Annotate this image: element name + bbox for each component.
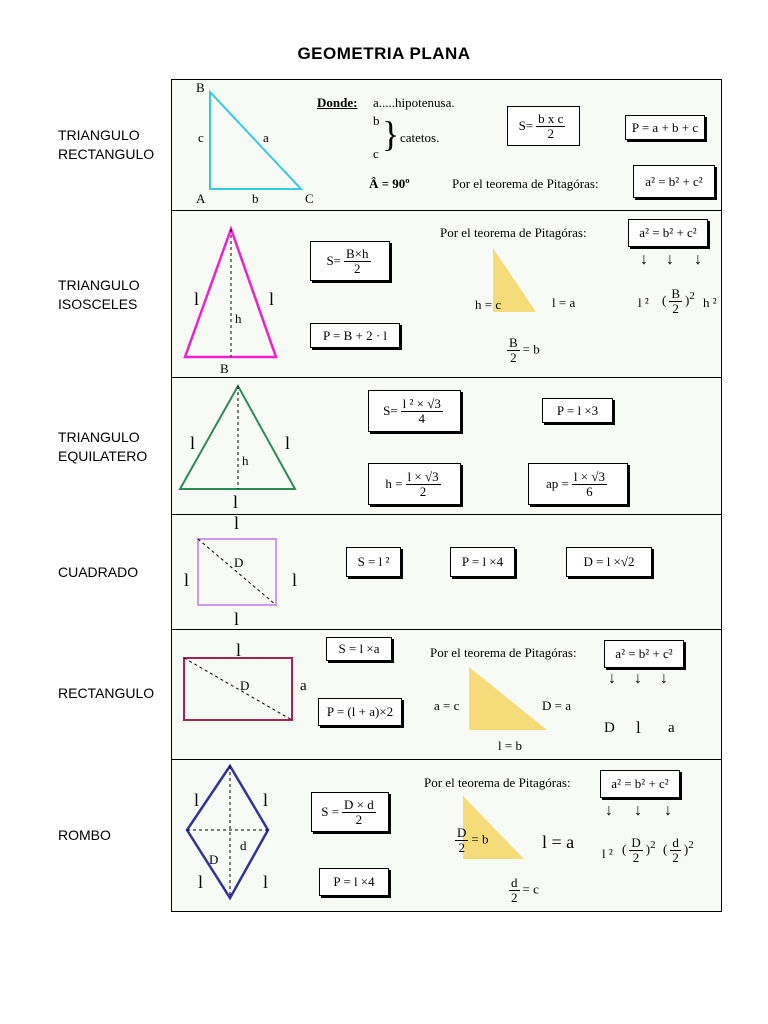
area-formula: S= $\frac{\text{l ² × √3}}{4}$ <box>368 390 461 432</box>
arrow-down-icon: ↓ <box>640 251 648 268</box>
sub-l-squared: l ² <box>602 846 613 861</box>
area-formula: S= $\frac{B\times h}{2}$ <box>310 241 390 281</box>
vertex-c: C <box>305 191 314 206</box>
pitagoras-text: Por el teorema de Pitagóras: <box>430 645 577 660</box>
catetos-text: catetos. <box>400 130 440 145</box>
area-formula: S = l ×a <box>326 637 392 661</box>
side-l-bottom-left: l <box>198 872 204 892</box>
l-equals-a: l = a <box>552 295 576 310</box>
arrow-down-icon: ↓ <box>634 670 642 687</box>
side-a-right: a <box>300 678 307 694</box>
pitagoras-formula: a² = b² + c² <box>604 640 684 668</box>
page-title: GEOMETRIA PLANA <box>297 44 471 63</box>
row-rombo <box>171 759 722 912</box>
label-triangulo-rectangulo: TRIANGULO RECTANGULO <box>58 127 155 162</box>
side-l-left: l <box>184 570 190 590</box>
sub-b-half: ( $\frac{B}{2}$ )$^2$ <box>662 286 695 316</box>
side-l-bottom: l <box>234 609 240 629</box>
diagonal-small-d: d <box>240 838 247 853</box>
area-formula: S = $\frac{D \times d}{2}$ <box>311 792 389 832</box>
pitagoras-formula: a² = b² + c² <box>628 219 708 247</box>
perimeter-formula: P = l ×4 <box>450 547 515 577</box>
diagonal-formula: D = l ×√2 <box>566 547 652 577</box>
brace-glyph: } <box>382 114 400 154</box>
d-half-equals-b: $\frac{D}{2}$ = b <box>457 825 489 855</box>
vertex-b: B <box>196 80 205 95</box>
side-l-top-right: l <box>263 790 269 810</box>
cateto-b: b <box>373 113 380 128</box>
sub-d: D <box>604 720 615 736</box>
base-b: B <box>220 361 229 376</box>
row-triangulo-rectangulo <box>171 79 722 212</box>
arrow-down-icon: ↓ <box>608 670 616 687</box>
arrow-down-icon: ↓ <box>660 670 668 687</box>
side-l-top-left: l <box>194 790 200 810</box>
side-l-bottom: l <box>233 492 239 512</box>
pitagoras-text: Por el teorema de Pitagóras: <box>424 775 571 790</box>
apothem-formula: ap = $\frac{l \times √3}{6}$ <box>528 463 628 505</box>
diagonal-d: D <box>234 555 244 570</box>
diagonal-d: D <box>240 678 250 693</box>
side-b: b <box>252 191 259 206</box>
arrow-down-icon: ↓ <box>666 251 674 268</box>
side-l-right: l <box>292 570 298 590</box>
h-equals-c: h = c <box>475 297 502 312</box>
row-triangulo-isosceles <box>171 210 722 379</box>
right-angle-text: Â = 90º <box>369 176 410 191</box>
area-formula: S = l ² <box>346 547 401 577</box>
b-half-equals-b: $\frac{B}{2}$ = b <box>509 335 540 365</box>
sub-d-half-small: ( $\frac{d}{2}$ )$^2$ <box>663 835 694 865</box>
label-triangulo-equilatero: TRIANGULO EQUILATERO <box>58 429 148 464</box>
arrow-down-icon: ↓ <box>605 802 613 819</box>
side-c: c <box>198 130 204 145</box>
side-l-top: l <box>236 640 242 660</box>
pitagoras-formula: a² = b² + c² <box>633 165 715 198</box>
side-l-bottom-right: l <box>263 872 269 892</box>
area-formula: S= $\frac{\text{b x c}}{2}$ <box>507 106 580 146</box>
sub-d-half-big: ( $\frac{D}{2}$ )$^2$ <box>622 835 656 865</box>
perimeter-formula: P = a + b + c <box>625 115 705 140</box>
side-l-left: l <box>190 433 196 453</box>
label-triangulo-isosceles: TRIANGULO ISOSCELES <box>58 277 140 312</box>
side-l-right: l <box>285 433 291 453</box>
sub-a: a <box>668 720 675 736</box>
l-equals-a: l = a <box>542 832 575 852</box>
sub-h-squared: h ² <box>703 295 717 310</box>
sub-l-squared: l ² <box>638 295 649 310</box>
arrow-down-icon: ↓ <box>664 802 672 819</box>
donde-label: Donde: <box>317 95 358 110</box>
row-rectangulo <box>171 629 722 761</box>
side-l-right: l <box>269 289 275 309</box>
row-cuadrado <box>171 514 722 631</box>
height-h: h <box>242 453 249 468</box>
d-small-half-equals-c: $\frac{d}{2}$ = c <box>511 875 539 905</box>
pitagoras-formula: a² = b² + c² <box>600 770 680 798</box>
arrow-down-icon: ↓ <box>694 251 702 268</box>
side-a: a <box>263 130 269 145</box>
perimeter-formula: P = (l + a)×2 <box>318 698 402 726</box>
pitagoras-text: Por el teorema de Pitagóras: <box>452 176 599 191</box>
height-formula: h = $\frac{l \times √3}{2}$ <box>368 463 461 505</box>
height-h: h <box>235 311 242 326</box>
row-triangulo-equilatero <box>171 377 722 516</box>
pitagoras-text: Por el teorema de Pitagóras: <box>440 225 587 240</box>
side-l-top: l <box>234 513 240 533</box>
perimeter-formula: P = B + 2 · l <box>310 323 400 348</box>
l-equals-b: l = b <box>498 738 522 753</box>
arrow-down-icon: ↓ <box>634 802 642 819</box>
hipotenusa-text: a.....hipotenusa. <box>373 95 455 110</box>
a-equals-c: a = c <box>434 698 460 713</box>
label-rectangulo: RECTANGULO <box>58 685 155 701</box>
sub-l: l <box>636 718 641 737</box>
cateto-c: c <box>373 146 379 161</box>
d-equals-a: D = a <box>542 698 571 713</box>
perimeter-formula: P = l ×3 <box>542 398 613 423</box>
perimeter-formula: P = l ×4 <box>319 868 389 896</box>
side-l-left: l <box>194 289 200 309</box>
diagonal-big-d: D <box>209 852 219 867</box>
label-cuadrado: CUADRADO <box>58 564 139 580</box>
label-rombo: ROMBO <box>58 827 111 843</box>
vertex-a: A <box>196 191 206 206</box>
